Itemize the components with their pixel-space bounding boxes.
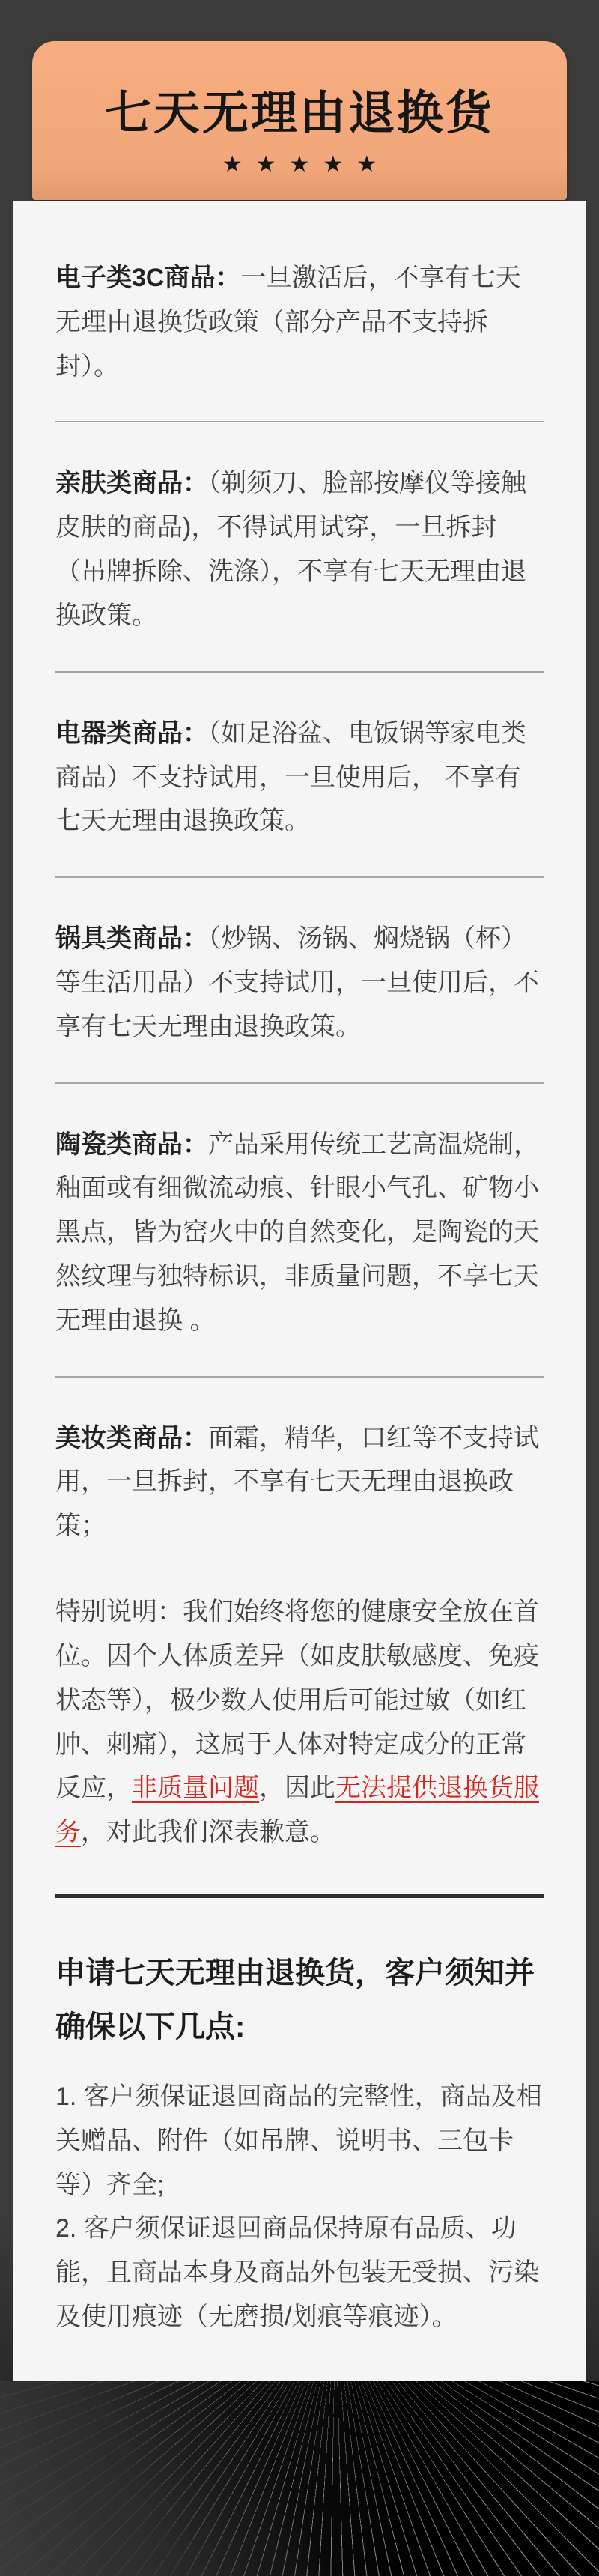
policy-content-card bbox=[13, 201, 586, 2381]
policy-appliance bbox=[55, 712, 544, 843]
policy-banner bbox=[32, 41, 567, 200]
policy-skin-contact-label: 亲肤类商品： bbox=[55, 469, 208, 498]
policy-cosmetics bbox=[55, 1416, 544, 1548]
special-note-highlight-2: 无法提供退换货服务 bbox=[55, 1774, 539, 1847]
special-note-mid: ，因此 bbox=[259, 1774, 335, 1803]
policy-ceramics-text: 产品采用传统工艺高温烧制，釉面或有细微流动痕、针眼小气孔、矿物小黑点，皆为窑火中的自然变化，是陶瓷的天然纹理与独特标识，非质量问题，不享七天无理由退换 。 bbox=[55, 1130, 539, 1335]
special-note-part1: 我们始终将您的健康安全放在首位。因个人体质差异（如皮肤敏感度、免疫状态等），极少数人使用后可能过敏（如红肿、刺痛），这属于人体对特定成分的正常反应， bbox=[55, 1598, 539, 1803]
policy-appliance-text: （如足浴盆、电饭锅等家电类商品）不支持试用，一旦使用后， 不享有七天无理由退换政策。 bbox=[55, 718, 526, 836]
policy-skin-contact bbox=[55, 461, 544, 637]
footer-texture-image bbox=[0, 2381, 599, 2576]
policy-cosmetics-label: 美妆类商品： bbox=[55, 1423, 208, 1452]
policy-cookware-text: （炒锅、汤锅、焖烧锅（杯）等生活用品）不支持试用，一旦使用后，不享有七天无理由退换政策。 bbox=[55, 924, 539, 1041]
special-note-part2: ，对此我们深表歉意。 bbox=[81, 1818, 335, 1847]
policy-electronics-label: 电子类3C商品： bbox=[55, 264, 241, 292]
section-divider bbox=[55, 421, 544, 422]
policy-electronics bbox=[55, 256, 544, 388]
customer-notice-heading: 申请七天无理由退换货，客户须知并确保以下几点: bbox=[55, 1956, 535, 2043]
strong-divider bbox=[55, 1894, 544, 1898]
policy-ceramics bbox=[55, 1123, 544, 1343]
notice-item-1: 1. 客户须保证退回商品的完整性，商品及相关赠品、附件（如吊牌、说明书、三包卡等）齐全; bbox=[55, 2082, 542, 2199]
customer-notice-list bbox=[55, 2075, 544, 2339]
policy-cosmetics-text: 面霜，精华，口红等不支持试用，一旦拆封，不享有七天无理由退换政策； bbox=[55, 1423, 539, 1541]
special-note-label: 特别说明： bbox=[55, 1598, 183, 1627]
section-divider bbox=[55, 1376, 544, 1378]
notice-item-2: 2. 客户须保证退回商品保持原有品质、功能，且商品本身及商品外包装无受损、污染及使用痕迹（无磨损/划痕等痕迹）。 bbox=[55, 2214, 539, 2331]
page-title: 七天无理由退换货 bbox=[104, 88, 494, 139]
five-star-rating-icon: ★★★★★ bbox=[222, 152, 391, 177]
special-note-highlight-1: 非质量问题 bbox=[132, 1774, 259, 1803]
special-note bbox=[55, 1590, 544, 1855]
policy-cookware bbox=[55, 917, 544, 1049]
section-divider bbox=[55, 876, 544, 878]
section-divider bbox=[55, 671, 544, 673]
policy-appliance-label: 电器类商品： bbox=[55, 718, 208, 748]
policy-skin-contact-text: （剃须刀、脸部按摩仪等接触皮肤的商品)，不得试用试穿，一旦拆封（吊牌拆除、洗涤），不享有七天无理由退换政策。 bbox=[55, 469, 526, 630]
section-divider bbox=[55, 1082, 544, 1084]
policy-cookware-label: 锅具类商品： bbox=[55, 924, 208, 954]
policy-electronics-text: 一旦激活后，不享有七天无理由退换货政策（部分产品不支持拆封）。 bbox=[55, 264, 521, 381]
policy-ceramics-label: 陶瓷类商品： bbox=[55, 1130, 208, 1159]
